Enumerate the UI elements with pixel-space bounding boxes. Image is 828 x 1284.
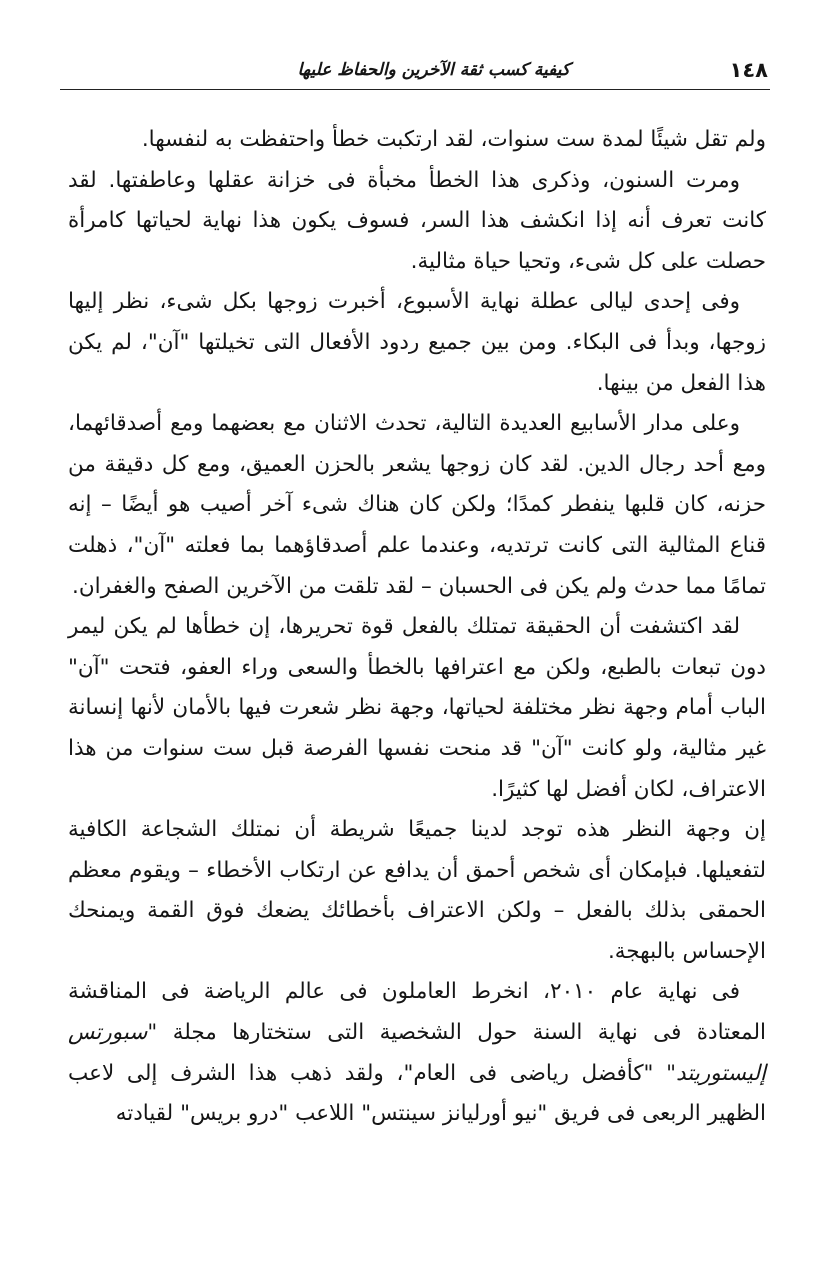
paragraph-4: وعلى مدار الأسابيع العديدة التالية، تحدث الاثنان مع بعضهما ومع أصدقائهما، ومع أحد رجال الدين. لقد كان زوجها يشعر بالحزن العميق، ومع كل دقيقة من حزنه، كان قلبها ينفطر كمدًا؛ ولكن كان هناك شىء آخر أصيب هو أيضًا – إنه قناع المثالية التى كانت ترتديه، وعندما علم أصدقاؤهما بما فعلته "آن"، ذهلت تمامًا مما حدث ولم يكن فى الحسبان – لقد تلقت من الآخرين الصفح والغفران. [68, 411, 766, 599]
paragraph-1: ولم تقل شيئًا لمدة ست سنوات، لقد ارتكبت خطأ واحتفظت به لنفسها. [141, 127, 766, 152]
paragraph-7-end: "كأفضل رياضى فى العام"، ولقد ذهب هذا الشرف إلى لاعب الظهير الربعى فى فريق "نيو أورليانز سينتس" اللاعب "درو بريس" لقيادته [68, 1060, 766, 1127]
paragraph-7-start: فى نهاية عام ٢٠١٠، انخرط العاملون فى عالم الرياضة فى المناقشة المعتادة فى نهاية السنة حول الشخصية التى ستختارها مجلة [68, 979, 766, 1046]
running-title: كيفية كسب ثقة الآخرين والحفاظ عليها [297, 60, 570, 80]
page-number: ١٤٨ [729, 58, 768, 82]
page-header [60, 56, 770, 90]
magazine-name: "سبورتس إليستوريتد" [68, 1020, 766, 1086]
paragraph-5: لقد اكتشفت أن الحقيقة تمتلك بالفعل قوة تحريرها، إن خطأها لم يكن ليمر دون تبعات بالطبع، ولكن مع اعترافها بالخطأ والسعى وراء العفو، فتحت "آن" الباب أمام وجهة نظر مختلفة لحياتها، وجهة نظر شعرت فيها بالأمان لأنها إنسانة غير مثالية، ولو كانت "آن" قد منحت نفسها الفرصة قبل ست سنوات من هذا الاعتراف، لكان أفضل لها كثيرًا. [68, 614, 766, 802]
paragraph-7 [68, 972, 766, 1134]
body-text [68, 120, 766, 1135]
paragraph-3: وفى إحدى ليالى عطلة نهاية الأسبوع، أخبرت زوجها بكل شىء، نظر إليها زوجها، وبدأ فى البكاء. ومن بين جميع ردود الأفعال التى تخيلتها "آن"، لم يكن هذا الفعل من بينها. [68, 289, 766, 396]
header-divider [60, 89, 770, 90]
paragraph-6: إن وجهة النظر هذه توجد لدينا جميعًا شريطة أن نمتلك الشجاعة الكافية لتفعيلها. فبإمكان أى شخص أحمق أن يدافع عن ارتكاب الأخطاء – ويقوم معظم الحمقى بذلك بالفعل – ولكن الاعتراف بأخطائك يضعك فوق القمة ويمنحك الإحساس بالبهجة. [68, 817, 766, 964]
paragraph-2: ومرت السنون، وذكرى هذا الخطأ مخبأة فى خزانة عقلها وعاطفتها. لقد كانت تعرف أنه إذا انكشف هذا السر، فسوف يكون هذا نهاية لحياتها كامرأة حصلت على كل شىء، وتحيا حياة مثالية. [68, 167, 766, 274]
